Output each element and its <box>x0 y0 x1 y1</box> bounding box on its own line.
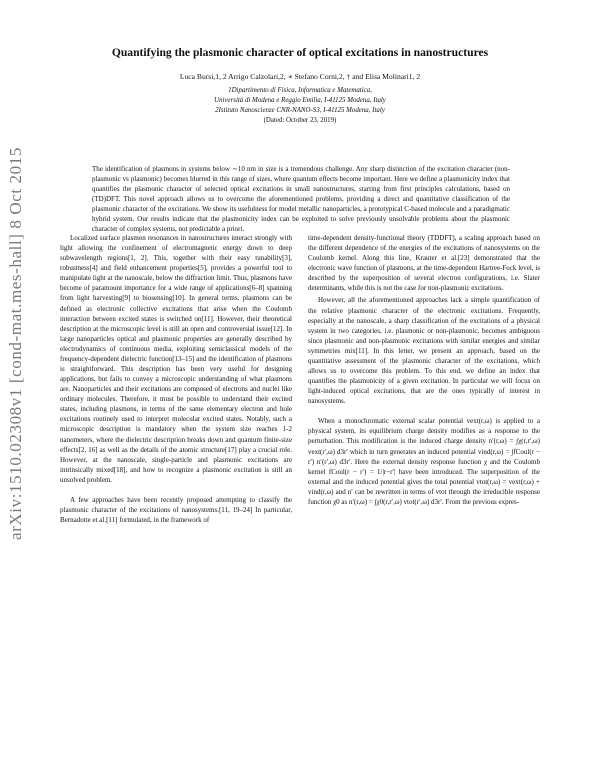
affiliation-line: Università di Modena e Reggio Emilia, I-41125 Modena, Italy <box>214 96 386 104</box>
abstract: The identification of plasmons in systems below ∼10 nm in size is a tremendous challenge. Any sharp distinction of the excitation character (non-plasmonic vs plasmonic) becomes blurred in this range of sizes, where quantum effects become important. Here we define a plasmonicity index that quantifies the plasmonic character of selected optical excitations in small nanostructures, starting from first principles calculations, based on (TD)DFT. This novel approach allows us to overcome the aforementioned problems, providing a direct and quantitative classification of the plasmonic character of the excitations. We show its usefulness for model metallic nanoparticles, a prototypical C-based molecule and a paradigmatic hybrid system. Our results indicate that the plasmonicity index can be exploited to solve previously unsolvable problems about the plasmonic character of complex systems, not predictable a priori. <box>92 165 510 233</box>
affiliation-line: 2Istituto Nanoscienze CNR-NANO-S3, I-41125 Modena, Italy <box>215 106 385 114</box>
author-list: Luca Bursi,1, 2 Arrigo Calzolari,2, ∗ Stefano Corni,2, † and Elisa Molinari1, 2 <box>179 72 421 81</box>
body-paragraph: However, all the aforementioned approaches lack a simple quantification of the relative plasmonic character of the electronic excitations. Frequently, especially at the nanoscale, a sharp classification of the excitations of a physical system in two categories, i.e. plasmonic or non-plasmonic, becomes ambiguous since plasmonic and non-plasmonic excitations with similar energies and similar symmetries mix[11]. In this letter, we present an approach, based on the quantitative assessment of the plasmonic character of the excitations, which allows us to overcome this problem. To this end, we define an index that quantifies the plasmonicity of a given excitation. In particular we will focus on light-induced optical excitations, that are the ones typically of interest in nanosystems. <box>308 296 540 406</box>
arxiv-identifier: arXiv:1510.02308v1 [cond-mat.mes-hall] 8 Oct 2015 <box>6 147 25 540</box>
right-column <box>308 233 540 507</box>
affiliations <box>60 86 540 126</box>
body-paragraph: Localized surface plasmon resonances in nanostructures interact strongly with light allowing the confinement of electromagnetic energy down to deep subwavelength regions[1, 2]. This, together with their easy tunability[3], robustness[4] and field enhancement properties[5], provides a powerful tool to manipulate light at the nanoscale, below the diffraction limit. Thus, plasmons have become of paramount importance for a wide range of applications[6–8] spanning from light harvesting[9] to biosensing[10]. In general terms, plasmons can be defined as electronic collective excitations that arise when the Coulomb interaction between excited states is switched on[11]. However, their theoretical description at the microscopic level is still an open and controversial issue[12]. In large nanoparticles optical and plasmonic properties are generally described by electrodynamics of continuous media, exploiting semiclassical models of the frequency-dependent dielectric function[13–15] and the identification of plasmons is straightforward. This description has been very useful for designing applications, but fails to convey a microscopic understanding of what plasmons are. Nanoparticles and their excitations are composed of electrons and nuclei like ordinary molecules. Therefore, it must be possible to understand their excited states, including plasmons, in terms of the same elementary electron and hole excitations routinely used to interpret molecular excited states. Notably, such a microscopic description is mandatory when the system size reaches 1-2 nanometers, where the dielectric description breaks down and quantum finite-size effects[2, 16] as well as the details of the atomic structure[17] play a crucial role. However, at the nanoscale, single-particle and plasmonic excitations are intrinsically mixed[18], and how to recognize a plasmonic excitation is still an unsolved problem. <box>60 234 292 484</box>
date-line: (Dated: October 23, 2019) <box>263 116 337 124</box>
affiliation-line: 1Dipartimento di Fisica, Informatica e Matematica, <box>228 87 372 94</box>
body-paragraph: A few approaches have been recently proposed attempting to classify the plasmonic character of the excitations of nanosystems.[11, 19–24] In particular, Bernadotte et al.[11] formulated, in the framework of <box>60 495 292 525</box>
body-paragraph: When a monochromatic external scalar potential vext(r,ω) is applied to a physical system, its equilibrium charge density modifies as a response to the perturbation. This modification is the induced charge density n′(r,ω) = ∫χ(r,r′,ω) vext(r′,ω) d3r′ which in turn generates an induced potential vind(r,ω) = ∫fCoul(r − r′) n′(r′,ω) d3r′. Here the external density response function χ and the Coulomb kernel fCoul(r − r′) = 1/|r−r′| have been introduced. The superposition of the external and the induced potential gives the total potential vtot(r,ω) = vext(r,ω) + vind(r,ω) and n′ can be rewritten in terms of vtot through the irreducible response function χ0 as n′(r,ω) = ∫χ0(r,r′,ω) vtot(r′,ω) d3r′. From the previous expres- <box>308 417 540 506</box>
paper-title: Quantifying the plasmonic character of optical excitations in nanostructures <box>111 46 489 59</box>
left-column <box>60 233 292 525</box>
body-paragraph: time-dependent density-functional theory (TDDFT), a scaling approach based on the different dependence of the energies of the excitations of nanosystems on the Coulomb kernel. Along this line, Krauter et al.[23] demonstrated that the electronic wave function of plasmons, at the time-dependent Hartree-Fock level, is described by the superposition of several electron configurations, i.e. Slater determinants, while this is not the case for non-plasmonic excitations. <box>308 234 540 293</box>
